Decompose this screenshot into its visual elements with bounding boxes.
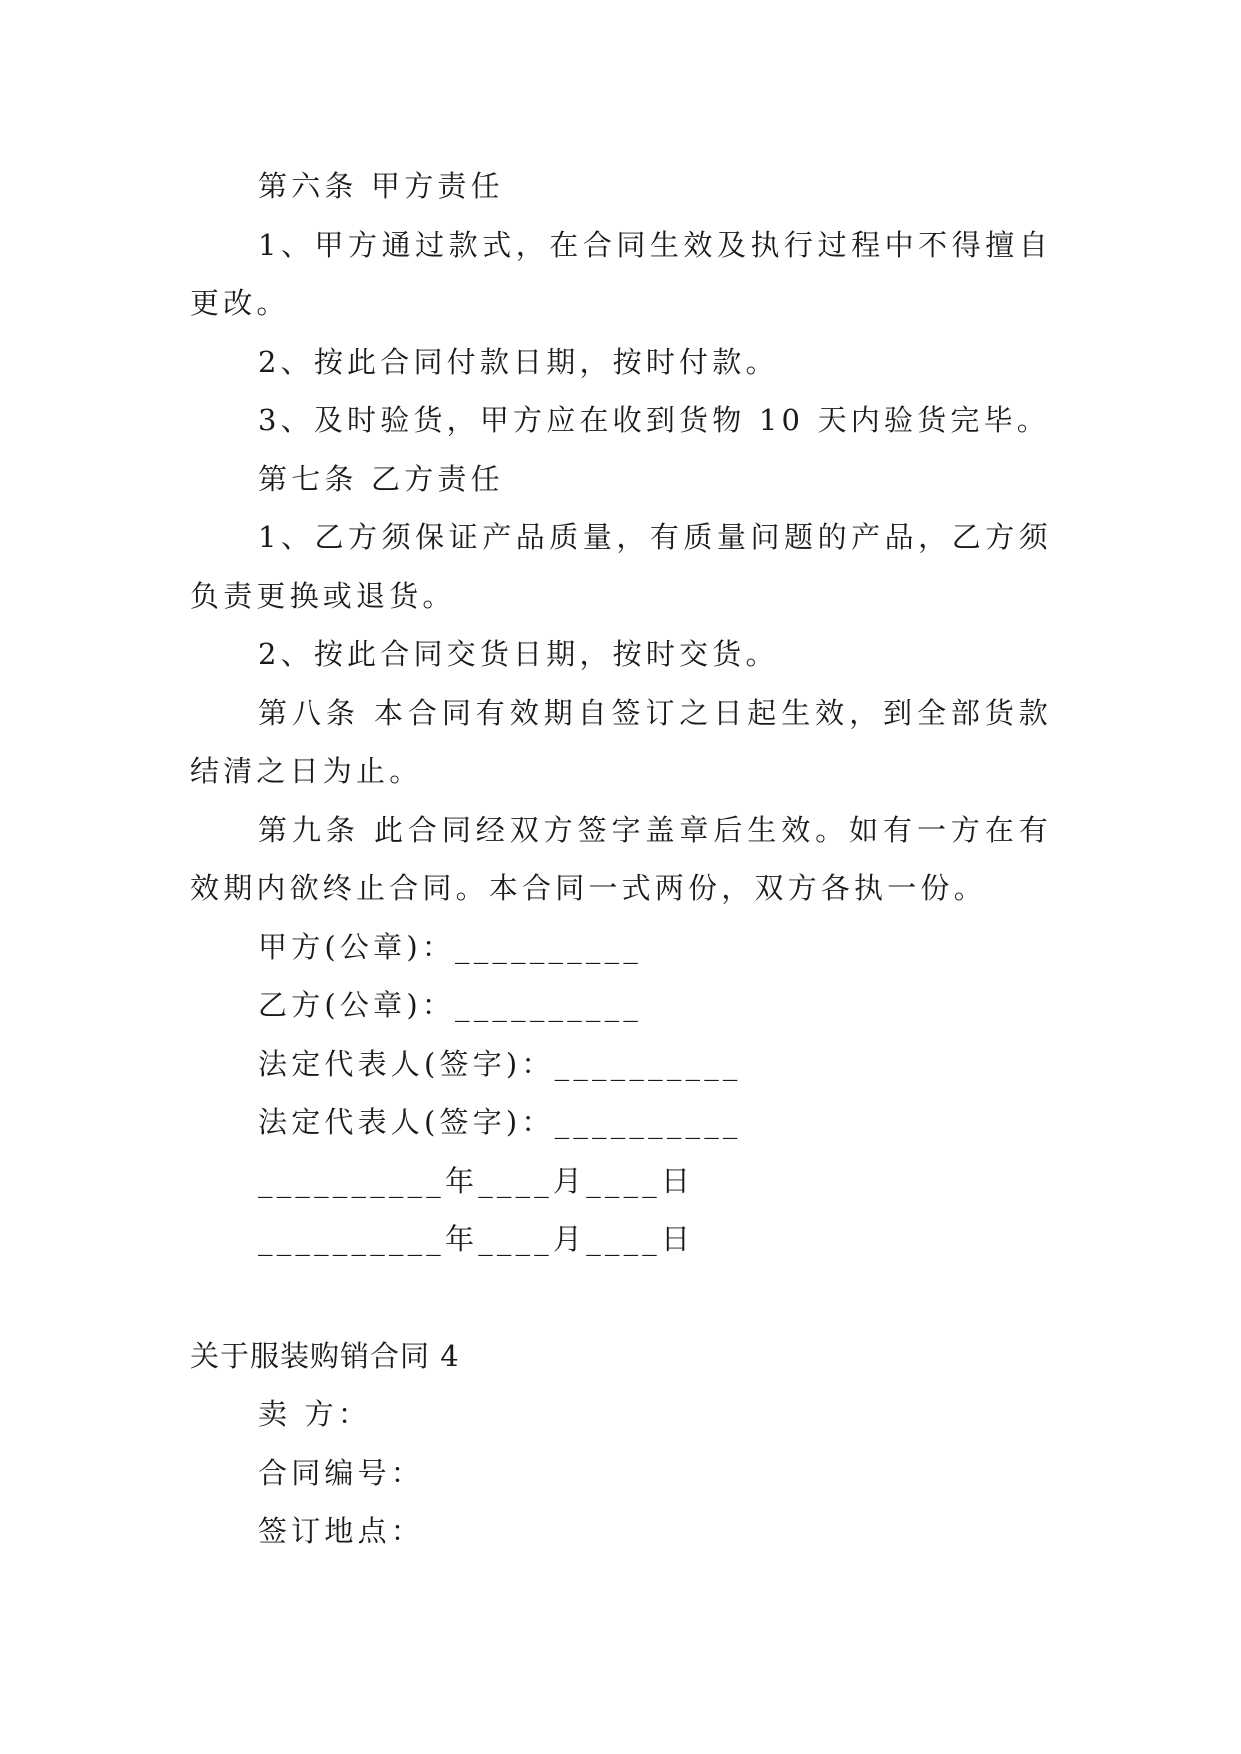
signing-place-field: 签订地点： (258, 1514, 425, 1548)
article6-item1: 1、甲方通过款式，在合同生效及执行过程中不得擅自更改。 (190, 227, 1052, 320)
article6-item3: 3、及时验货，甲方应在收到货物 10 天内验货完毕。 (258, 403, 1050, 437)
article7-item1: 1、乙方须保证产品质量，有质量问题的产品，乙方须负责更换或退货。 (190, 520, 1052, 613)
legal-rep-signature-line-2: 法定代表人(签字)：__________ (258, 1105, 742, 1139)
seller-field: 卖 方： (258, 1397, 372, 1431)
contract-number-field: 合同编号： (258, 1455, 425, 1490)
article7-item2: 2、按此合同交货日期，按时交货。 (258, 637, 779, 671)
legal-rep-signature-line-1: 法定代表人(签字)：__________ (258, 1046, 742, 1081)
document-body (190, 157, 1052, 1561)
section-spacer (190, 1269, 1052, 1327)
party-b-seal-line: 乙方(公章)：__________ (258, 988, 643, 1022)
article7-heading: 第七条 乙方责任 (258, 461, 504, 496)
article6-heading: 第六条 甲方责任 (258, 169, 504, 203)
contract4-title: 关于服装购销合同 4 (190, 1338, 460, 1373)
article9-text: 第九条 此合同经双方签字盖章后生效。如有一方在有效期内欲终止合同。本合同一式两份，双方各执一份。 (190, 812, 1052, 905)
date-line-1: __________年____月____日 (258, 1163, 695, 1198)
article6-item2: 2、按此合同付款日期，按时付款。 (258, 344, 779, 379)
article8-text: 第八条 本合同有效期自签订之日起生效，到全部货款结清之日为止。 (190, 695, 1052, 788)
date-line-2: __________年____月____日 (258, 1222, 695, 1256)
party-a-seal-line: 甲方(公章)：__________ (258, 929, 643, 964)
